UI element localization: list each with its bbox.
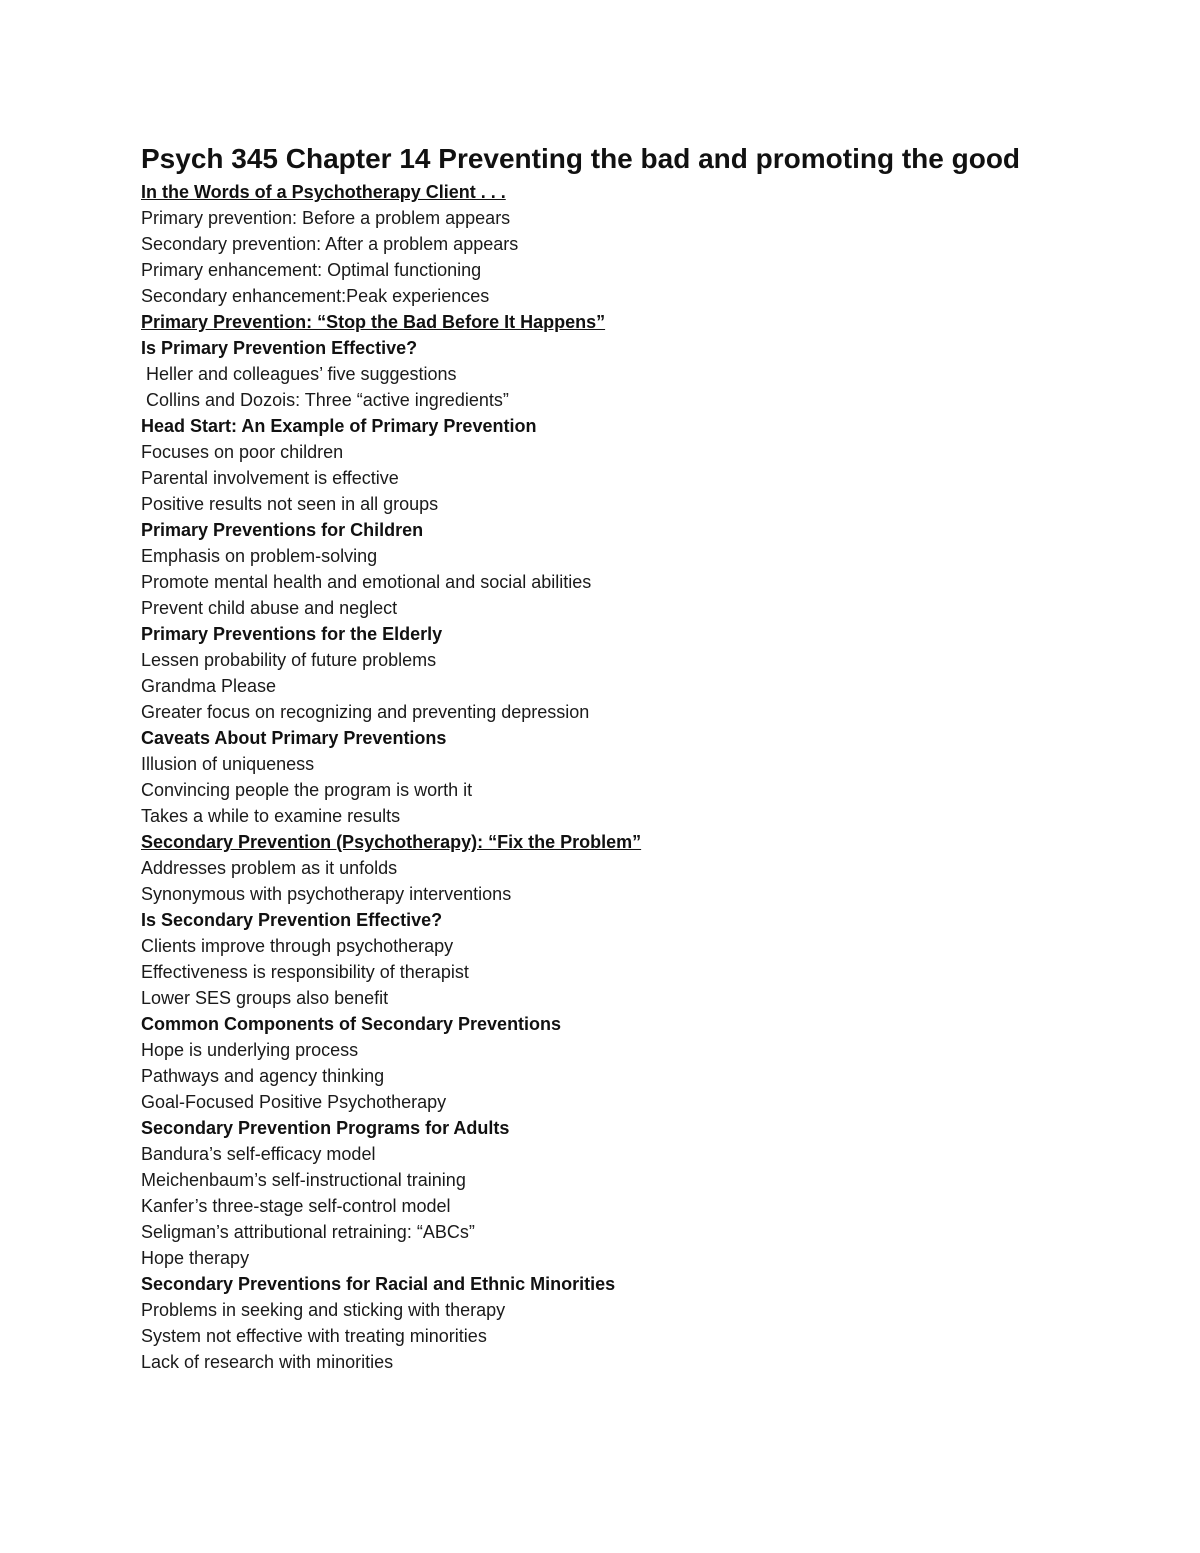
bullet-line: Hope is underlying process [141,1040,359,1060]
bullet-line: Illusion of uniqueness [141,754,315,774]
section-heading: Secondary Prevention (Psychotherapy): “Fix the Problem” [141,832,642,852]
bullet-line: Emphasis on problem-solving [141,546,378,566]
section-heading: Is Secondary Prevention Effective? [141,910,443,930]
bullet-line: Parental involvement is effective [141,468,399,488]
section-heading: Head Start: An Example of Primary Prevention [141,416,537,436]
bullet-line: Goal-Focused Positive Psychotherapy [141,1092,447,1112]
section-heading: Secondary Prevention Programs for Adults [141,1118,510,1138]
bullet-line: Meichenbaum’s self-instructional training [141,1170,466,1190]
bullet-line: Heller and colleagues’ five suggestions [141,364,457,384]
section-heading: In the Words of a Psychotherapy Client . . . [141,182,506,202]
bullet-line: Addresses problem as it unfolds [141,858,398,878]
bullet-line: Synonymous with psychotherapy interventions [141,884,512,904]
bullet-line: Prevent child abuse and neglect [141,598,398,618]
bullet-line: Takes a while to examine results [141,806,401,826]
section-heading: Common Components of Secondary Preventions [141,1014,562,1034]
bullet-line: Secondary enhancement:Peak experiences [141,286,490,306]
bullet-line: Lessen probability of future problems [141,650,437,670]
bullet-line: Pathways and agency thinking [141,1066,385,1086]
bullet-line: Convincing people the program is worth it [141,780,473,800]
bullet-line: Promote mental health and emotional and social abilities [141,572,592,592]
bullet-line: Focuses on poor children [141,442,344,462]
section-heading: Secondary Preventions for Racial and Ethnic Minorities [141,1274,616,1294]
section-heading: Primary Preventions for the Elderly [141,624,443,644]
bullet-line: Primary enhancement: Optimal functioning [141,260,482,280]
document-page [141,140,1041,1375]
bullet-line: Lower SES groups also benefit [141,988,389,1008]
bullet-line: Grandma Please [141,676,277,696]
bullet-line: Effectiveness is responsibility of therapist [141,962,469,982]
bullet-line: Problems in seeking and sticking with therapy [141,1300,506,1320]
section-heading: Caveats About Primary Preventions [141,728,447,748]
document-body [141,179,1041,1375]
bullet-line: Kanfer’s three-stage self-control model [141,1196,451,1216]
bullet-line: Hope therapy [141,1248,250,1268]
section-heading: Primary Prevention: “Stop the Bad Before It Happens” [141,312,606,332]
bullet-line: Positive results not seen in all groups [141,494,439,514]
bullet-line: Clients improve through psychotherapy [141,936,454,956]
bullet-line: Seligman’s attributional retraining: “ABCs” [141,1222,475,1242]
document-title: Psych 345 Chapter 14 Preventing the bad and promoting the good [141,143,1021,174]
bullet-line: Lack of research with minorities [141,1352,394,1372]
bullet-line: Bandura’s self-efficacy model [141,1144,376,1164]
bullet-line: Secondary prevention: After a problem appears [141,234,519,254]
bullet-line: Primary prevention: Before a problem appears [141,208,511,228]
section-heading: Is Primary Prevention Effective? [141,338,418,358]
bullet-line: Greater focus on recognizing and preventing depression [141,702,590,722]
bullet-line: System not effective with treating minorities [141,1326,487,1346]
bullet-line: Collins and Dozois: Three “active ingredients” [141,390,509,410]
section-heading: Primary Preventions for Children [141,520,424,540]
